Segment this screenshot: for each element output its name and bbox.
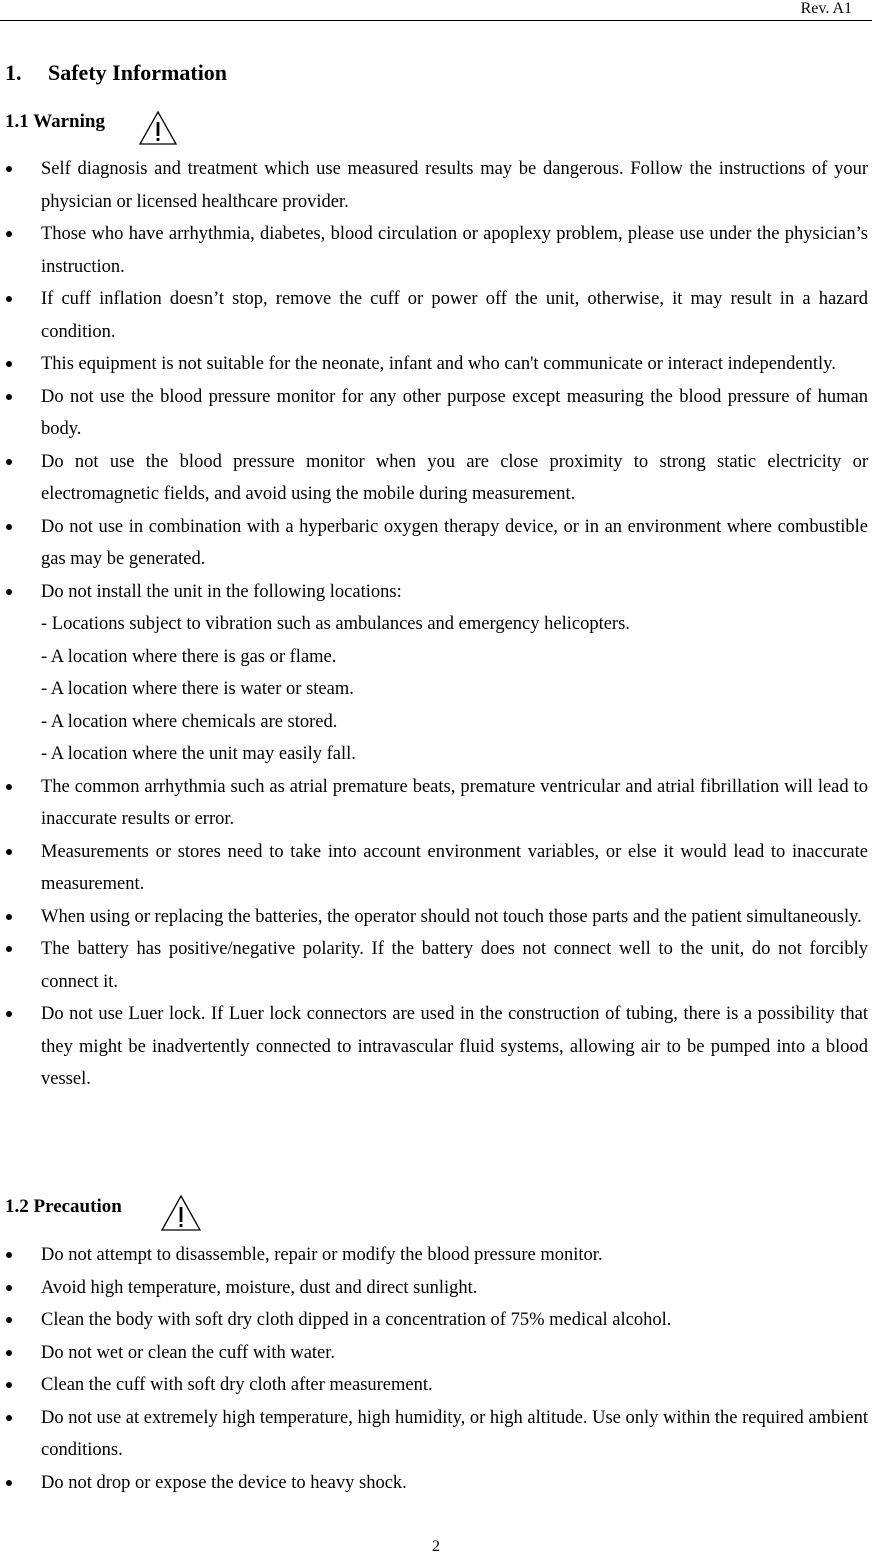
section-number: 1. (5, 60, 22, 85)
section-heading (5, 60, 227, 86)
list-item-text: The battery has positive/negative polarity. If the battery does not connect well to the unit, do not forcibly connect it. (41, 939, 868, 992)
list-item-text: Clean the cuff with soft dry cloth after measurement. (41, 1375, 433, 1395)
bullet-icon (6, 849, 12, 855)
list-item-text: Those who have arrhythmia, diabetes, blood circulation or apoplexy problem, please use under the physician’s instruction. (41, 224, 868, 277)
list-item (0, 218, 868, 283)
list-item (0, 381, 868, 446)
bullet-icon (6, 1480, 12, 1486)
list-item-text: This equipment is not suitable for the neonate, infant and who can't communicate or interact independently. (41, 354, 836, 374)
list-item (0, 771, 868, 836)
bullet-icon (6, 231, 12, 237)
bullet-icon (6, 1415, 12, 1421)
list-item-text: Do not use at extremely high temperature, high humidity, or high altitude. Use only within the required ambient conditions. (41, 1407, 868, 1460)
list-item (0, 1337, 868, 1370)
page-number: 2 (432, 1538, 440, 1555)
list-item-text: Do not install the unit in the following locations: (41, 581, 402, 602)
bullet-icon (6, 166, 12, 172)
bullet-icon (6, 1350, 12, 1356)
sub-list-item: - A location where the unit may easily fall. (41, 744, 356, 764)
bullet-icon (6, 394, 12, 400)
warning-list (0, 153, 868, 1096)
list-item (0, 1369, 868, 1402)
list-item-text: Avoid high temperature, moisture, dust and direct sunlight. (41, 1277, 478, 1298)
list-item (0, 576, 868, 771)
list-item-text: If cuff inflation doesn’t stop, remove the cuff or power off the unit, otherwise, it may result in a hazard condition. (41, 289, 868, 342)
list-item-text: Do not use the blood pressure monitor when you are close proximity to strong static electricity or electromagnetic fields, and avoid using the mobile during measurement. (41, 451, 868, 504)
bullet-icon (6, 1382, 12, 1388)
bullet-icon (6, 946, 12, 952)
sub-list-item: - Locations subject to vibration such as ambulances and emergency helicopters. (41, 614, 630, 634)
revision-label: Rev. A1 (800, 0, 852, 17)
list-item (0, 901, 868, 934)
list-item-text: Do not use in combination with a hyperbaric oxygen therapy device, or in an environment where combustible gas may be generated. (41, 516, 868, 569)
list-item (0, 446, 868, 511)
bullet-icon (6, 589, 12, 595)
sub-list-item: - A location where there is gas or flame. (41, 646, 337, 667)
list-item (0, 348, 868, 381)
list-item (0, 1272, 868, 1305)
bullet-icon (6, 1317, 12, 1323)
warning-heading: 1.1 Warning (5, 111, 105, 132)
list-item-text: When using or replacing the batteries, the operator should not touch those parts and the patient simultaneously. (41, 906, 862, 927)
list-item-text: Do not use the blood pressure monitor for any other purpose except measuring the blood pressure of human body. (41, 386, 868, 439)
list-item (0, 1304, 868, 1337)
list-item (0, 1467, 868, 1500)
bullet-icon (6, 1252, 12, 1258)
precaution-heading: 1.2 Precaution (5, 1196, 122, 1217)
list-item-text: Clean the body with soft dry cloth dipped in a concentration of 75% medical alcohol. (41, 1310, 672, 1330)
list-item-text: Self diagnosis and treatment which use measured results may be dangerous. Follow the instructions of your physician or licensed healthcare provider. (41, 159, 868, 212)
bullet-icon (6, 361, 12, 367)
section-title: Safety Information (48, 60, 228, 85)
sub-list-item: - A location where chemicals are stored. (41, 711, 338, 732)
bullet-icon (6, 914, 12, 920)
list-item-text: Do not wet or clean the cuff with water. (41, 1342, 336, 1363)
list-item (0, 933, 868, 998)
list-item-text: Do not use Luer lock. If Luer lock connectors are used in the construction of tubing, there is a possibility that they might be inadvertently connected to intravascular fluid systems, allowing air to be pumped into a blood vessel. (41, 1004, 868, 1089)
list-item (0, 153, 868, 218)
list-item-text: Measurements or stores need to take into account environment variables, or else it would lead to inaccurate measurement. (41, 841, 868, 894)
bullet-icon (6, 784, 12, 790)
list-item-text: Do not drop or expose the device to heavy shock. (41, 1472, 407, 1493)
list-item (0, 283, 868, 348)
list-item (0, 836, 868, 901)
precaution-list (0, 1239, 868, 1499)
bullet-icon (6, 1011, 12, 1017)
bullet-icon (6, 1285, 12, 1291)
sub-list-item: - A location where there is water or steam. (41, 679, 354, 699)
header-rule (0, 20, 872, 21)
list-item (0, 1239, 868, 1272)
list-item (0, 1402, 868, 1467)
bullet-icon (6, 459, 12, 465)
bullet-icon (6, 296, 12, 302)
list-item (0, 998, 868, 1096)
list-item (0, 511, 868, 576)
bullet-icon (6, 524, 12, 530)
warning-triangle-icon (138, 110, 178, 146)
list-item-text: Do not attempt to disassemble, repair or modify the blood pressure monitor. (41, 1245, 603, 1265)
list-item-text: The common arrhythmia such as atrial premature beats, premature ventricular and atrial fibrillation will lead to inaccurate results or error. (41, 776, 868, 829)
warning-triangle-icon (160, 1194, 202, 1232)
